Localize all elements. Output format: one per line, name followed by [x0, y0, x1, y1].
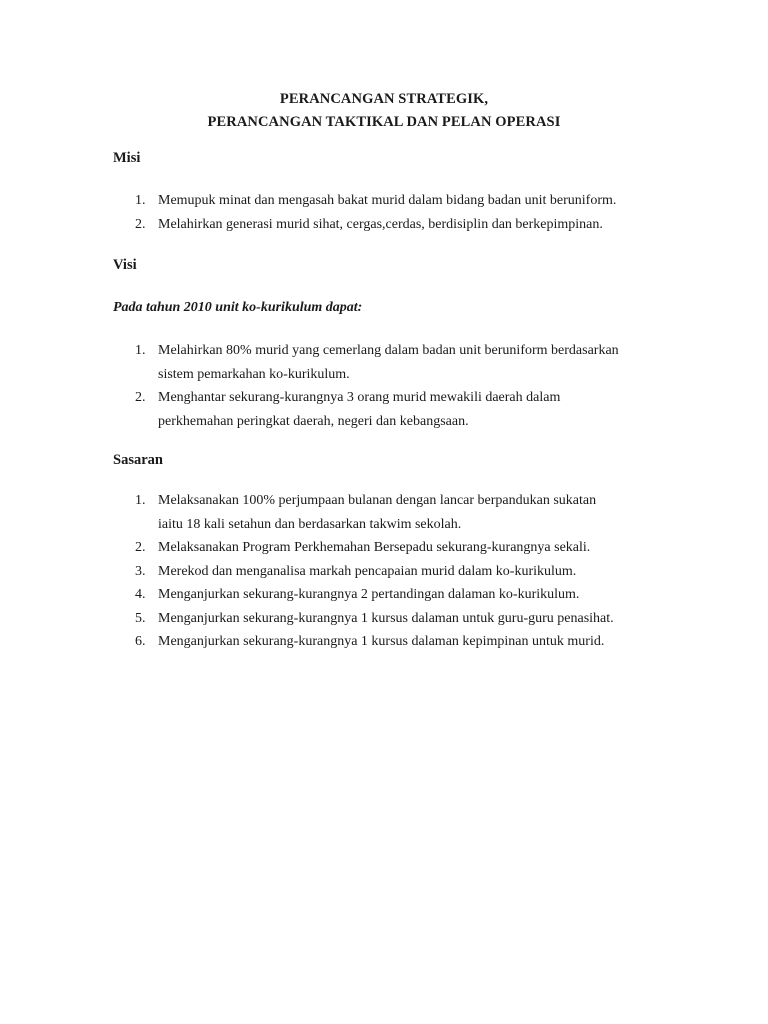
list-item-text-line-1: Melahirkan 80% murid yang cemerlang dalam badan unit beruniform berdasarkan: [158, 343, 619, 358]
list-item-number: 1.: [135, 343, 146, 358]
document-title-line-1: PERANCANGAN STRATEGIK,: [279, 91, 489, 107]
list-item-text: Memupuk minat dan mengasah bakat murid dalam bidang badan unit beruniform.: [158, 193, 617, 208]
visi-list-item: [0, 339, 698, 386]
list-item-number: 1.: [135, 493, 146, 508]
list-item-number: 2.: [135, 540, 146, 555]
sasaran-list-item: [0, 560, 698, 584]
sasaran-list-item: [0, 489, 698, 536]
visi-heading: Visi: [113, 257, 137, 273]
list-item-number: 3.: [135, 563, 146, 579]
visi-subheading: Pada tahun 2010 unit ko-kurikulum dapat:: [113, 300, 363, 315]
list-item-number: 4.: [135, 587, 146, 602]
list-item-number: 5.: [135, 610, 146, 626]
sasaran-list-item: [0, 607, 698, 631]
list-item-number: 1.: [135, 193, 146, 208]
list-item-number: 6.: [135, 634, 146, 649]
list-item-text-line-2: iaitu 18 kali setahun dan berdasarkan takwim sekolah.: [158, 516, 462, 532]
visi-list-item: [0, 386, 698, 433]
document-title-line-2: PERANCANGAN TAKTIKAL DAN PELAN OPERASI: [207, 114, 561, 130]
sasaran-list-item: [0, 630, 698, 654]
list-item-number: 2.: [135, 216, 146, 232]
list-item-text-line-1: Menganjurkan sekurang-kurangnya 1 kursus dalaman untuk guru-guru penasihat.: [158, 610, 614, 626]
list-item-text-line-1: Melaksanakan Program Perkhemahan Bersepadu sekurang-kurangnya sekali.: [158, 540, 591, 555]
list-item-text-line-1: Merekod dan menganalisa markah pencapaian murid dalam ko-kurikulum.: [158, 563, 577, 579]
sasaran-list-item: [0, 583, 698, 607]
list-item-text: Melahirkan generasi murid sihat, cergas,cerdas, berdisiplin dan berkepimpinan.: [158, 216, 603, 232]
list-item-text-line-1: Menghantar sekurang-kurangnya 3 orang murid mewakili daerah dalam: [158, 390, 561, 405]
sasaran-list-item: [0, 536, 698, 560]
list-item-number: 2.: [135, 390, 146, 405]
list-item-text-line-2: sistem pemarkahan ko-kurikulum.: [158, 366, 350, 382]
list-item-text-line-1: Melaksanakan 100% perjumpaan bulanan dengan lancar berpandukan sukatan: [158, 493, 597, 508]
list-item-text-line-2: perkhemahan peringkat daerah, negeri dan kebangsaan.: [158, 413, 469, 429]
misi-list: [0, 189, 698, 236]
misi-list-item: [0, 213, 698, 237]
sasaran-list: [0, 489, 698, 654]
list-item-text-line-1: Menganjurkan sekurang-kurangnya 1 kursus dalaman kepimpinan untuk murid.: [158, 634, 605, 649]
sasaran-heading: Sasaran: [113, 452, 163, 468]
misi-list-item: [0, 189, 698, 213]
visi-list: [0, 339, 698, 433]
list-item-text-line-1: Menganjurkan sekurang-kurangnya 2 pertandingan dalaman ko-kurikulum.: [158, 587, 580, 602]
misi-heading: Misi: [113, 150, 141, 166]
